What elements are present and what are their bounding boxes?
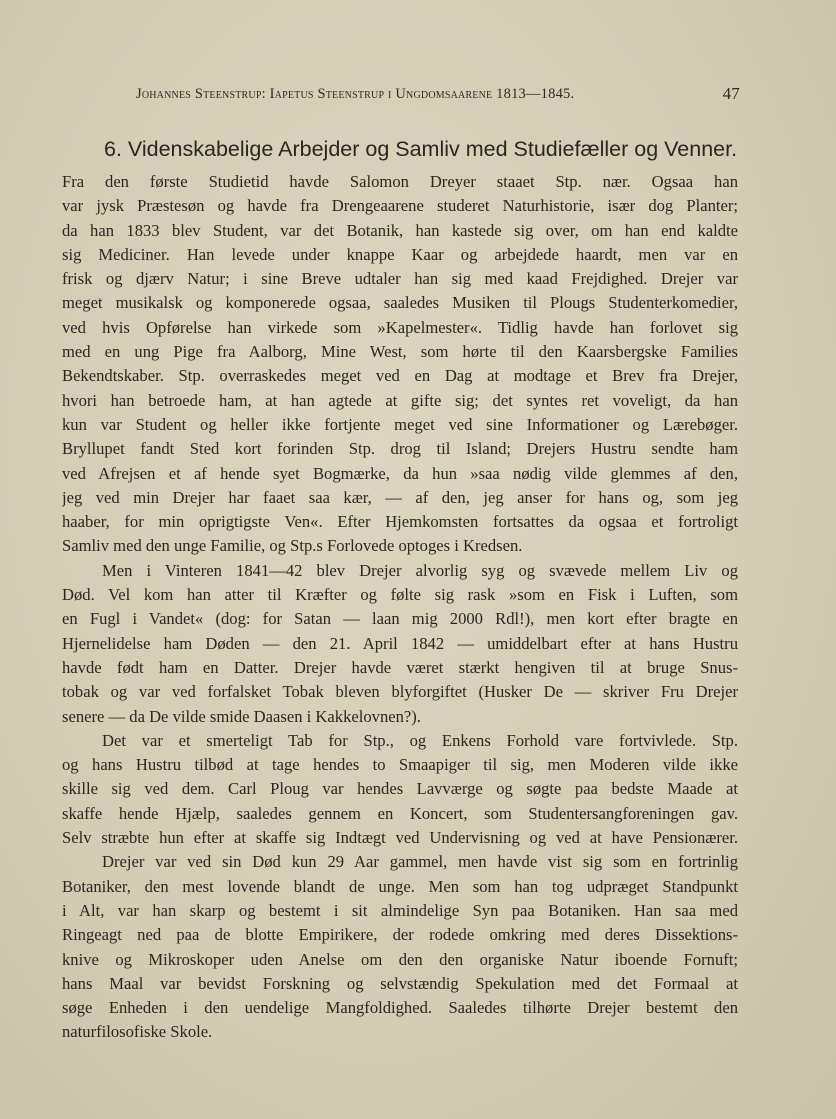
text-line: ved Afrejsen et af hende syet Bogmærke, da hun »saa nødig vilde glemmes af den, [62,463,738,483]
text-line: hvori han betroede ham, at han agtede at gifte sig; det syntes ret voveligt, da han [62,390,738,410]
text-line: Død. Vel kom han atter til Kræfter og følte sig rask »som en Fisk i Luften, som [62,585,738,605]
text-line: sig Mediciner. Han levede under knappe Kaar og arbejdede haardt, men var en [62,244,738,264]
running-head [136,84,740,108]
text-line: frisk og djærv Natur; i sine Breve udtaler han sig med kaad Frejdighed. Drejer var [62,269,738,289]
text-line: en Fugl i Vandet« (dog: for Satan — laan mig 2000 Rdl!), men kort efter bragte en [62,609,738,629]
text-line: i Alt, var han skarp og bestemt i sit almindelige Syn paa Botaniken. Han saa med [62,900,738,920]
text-line: Ringeagt ned paa de blotte Empirikere, der rodede omkring med deres Dissektions- [62,925,738,945]
page-number: 47 [722,84,740,103]
text-line: var jysk Præstesøn og havde fra Drengeaarene studeret Naturhistorie, især dog Planter; [62,196,738,216]
text-line: meget musikalsk og komponerede ogsaa, saaledes Musiken til Plougs Studenterkomedier, [62,293,738,313]
text-line: Det var et smerteligt Tab for Stp., og Enkens Forhold vare fortvivlede. Stp. [102,730,738,750]
text-line: havde født ham en Datter. Drejer havde været stærkt hengiven til at bruge Snus- [62,657,738,677]
text-line: ved hvis Opførelse han virkede som »Kapelmester«. Tidlig havde han forlovet sig [62,317,738,337]
text-line: med en ung Pige fra Aalborg, Mine West, som hørte til den Kaarsbergske Families [62,342,738,362]
text-line: Hjernelidelse ham Døden — den 21. April 1842 — umiddelbart efter at hans Hustru [62,633,738,653]
text-line: senere — da De vilde smide Daasen i Kakkelovnen?). [62,706,421,726]
body-text [62,170,738,1045]
text-line: kun var Student og heller ikke fortjente meget ved sine Informationer og Lærebøger. [62,414,738,434]
text-line: og hans Hustru tilbød at tage hendes to Smaapiger til sig, men Moderen vilde ikke [62,755,738,775]
text-line: jeg ved min Drejer har faaet saa kær, — af den, jeg anser for hans og, som jeg [62,487,738,507]
text-line: naturfilosofiske Skole. [62,1022,213,1042]
text-line: Samliv med den unge Familie, og Stp.s Forlovede optoges i Kredsen. [62,536,523,556]
text-line: Botaniker, den mest lovende blandt de unge. Men som han tog udpræget Standpunkt [62,876,738,896]
text-line: Men i Vinteren 1841—42 blev Drejer alvorlig syg og svævede mellem Liv og [102,560,738,580]
text-line: knive og Mikroskoper uden Anelse om den den organiske Natur iboende Fornuft; [62,949,738,969]
text-line: Fra den første Studietid havde Salomon Dreyer staaet Stp. nær. Ogsaa han [62,172,738,191]
text-line: søge Enheden i den uendelige Mangfoldighed. Saaledes tilhørte Drejer bestemt den [62,998,738,1018]
text-line: haaber, for min oprigtigste Ven«. Efter Hjemkomsten fortsattes da ogsaa et fortroligt [62,512,738,532]
text-line: Bekendtskaber. Stp. overraskedes meget ved en Dag at modtage et Brev fra Drejer, [62,366,738,386]
text-line: Drejer var ved sin Død kun 29 Aar gammel, men havde vist sig som en fortrinlig [102,852,738,872]
text-line: skaffe hende Hjælp, saaledes gennem en Koncert, som Studentersangforeningen gav. [62,803,738,823]
text-line: hans Maal var bevidst Forskning og selvstændig Spekulation med det Formaal at [62,973,738,993]
text-line: skille sig ved dem. Carl Ploug var hendes Lavværge og søgte paa bedste Maade at [62,779,738,799]
text-line: da han 1833 blev Student, var det Botanik, han kastede sig over, om han end kaldte [62,220,738,240]
text-line: Selv stræbte hun efter at skaffe sig Indtægt ved Undervisning og ved at have Pensionærer. [62,828,738,848]
section-title: 6. Videnskabelige Arbejder og Samliv med Studiefæller og Venner. [104,137,738,161]
text-line: Bryllupet fandt Sted kort forinden Stp. drog til Island; Drejers Hustru sendte ham [62,439,738,459]
running-head-title: Johannes Steenstrup: Iapetus Steenstrup i Ungdomsaarene 1813—1845. [136,86,575,102]
text-line: tobak og var ved forfalsket Tobak bleven blyforgiftet (Husker De — skriver Fru Drejer [62,682,738,702]
